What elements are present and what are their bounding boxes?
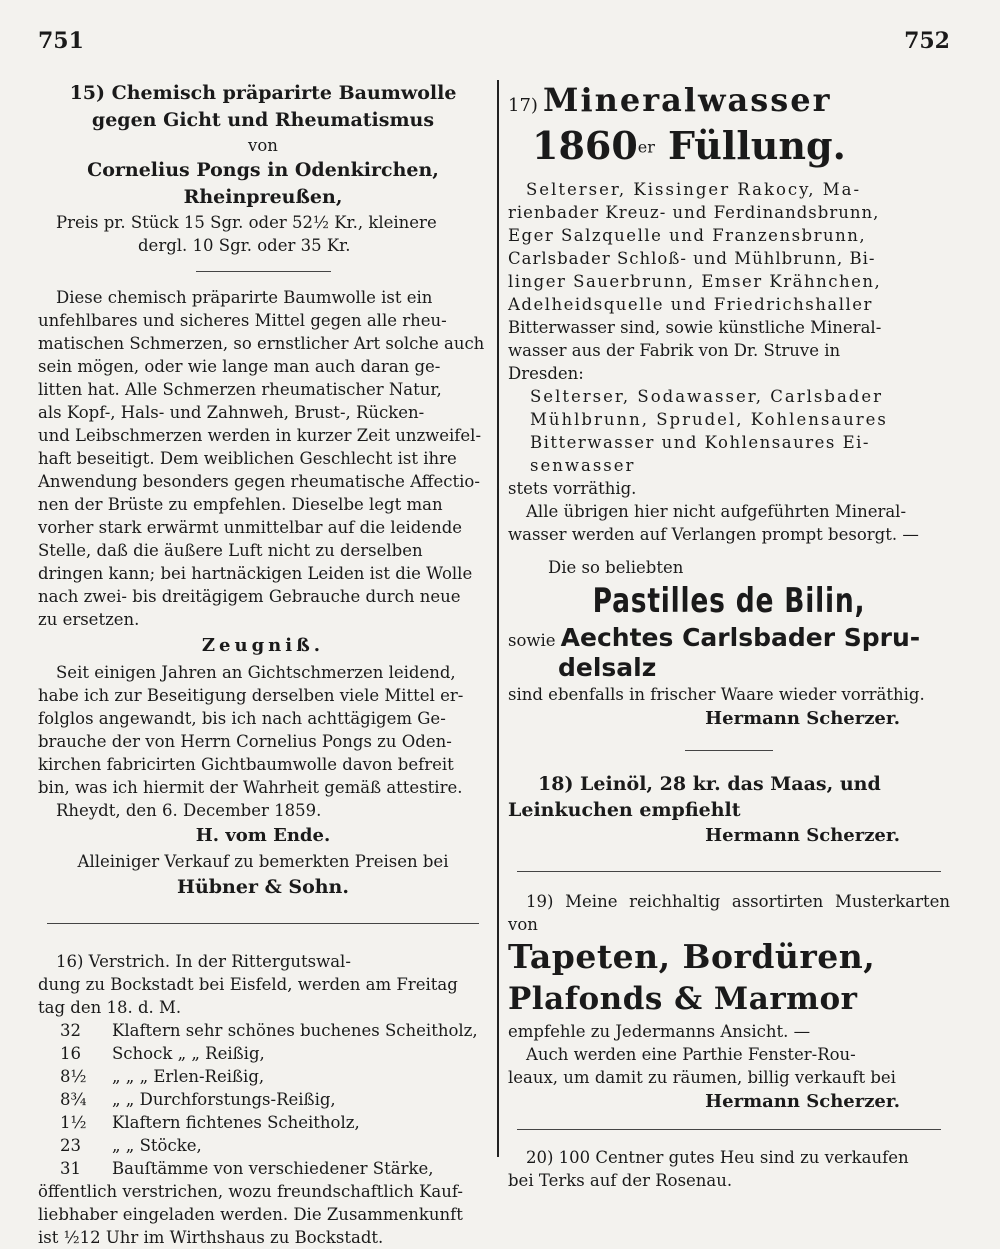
ad19-line3: leaux, um damit zu räumen, billig verkauft bei [508, 1068, 896, 1087]
list-item [60, 1065, 488, 1088]
item-text: „ „ „ Erlen-Reißig, [112, 1067, 265, 1086]
ad17-headline: Mineralwasser [543, 81, 832, 119]
ad17-prefix: 17) [508, 95, 538, 116]
ad15-title-line2: gegen Gicht und Rheumatismus [91, 109, 435, 131]
ad-19 [508, 890, 950, 1115]
body-line: zu ersetzen. [38, 610, 140, 629]
item-quantity: 8½ [60, 1067, 87, 1086]
ad15-signature: H. vom Ende. [195, 825, 331, 846]
ad19-line2: Auch werden eine Parthie Fenster-Rou- [526, 1045, 856, 1064]
body-line: nach zwei- bis dreitägigem Gebrauche durch neue [38, 587, 461, 606]
body-line: sein mögen, oder wie lange man auch daran ge- [38, 357, 441, 376]
ad17-carlsbad-line1: Aechtes Carlsbader Spru- [560, 623, 921, 652]
ad19-intro: 19) Meine reichhaltig assortirten Musterkarten von [508, 892, 950, 934]
ad16-outro-line: ist ½12 Uhr im Wirthshaus zu Bockstadt. [38, 1228, 384, 1247]
ad15-maker-line2: Rheinpreußen, [183, 186, 343, 208]
page-number-left: 751 [38, 28, 84, 54]
ad-20 [508, 1146, 950, 1192]
ad15-von: von [248, 136, 278, 155]
ad15-seller: Hübner & Sohn. [177, 876, 349, 898]
zeugnis-line: bin, was ich hiermit der Wahrheit gemäß attestire. [38, 778, 463, 797]
ad16-intro-line: tag den 18. d. M. [38, 998, 182, 1017]
item-quantity: 1½ [60, 1113, 87, 1132]
separator [196, 271, 331, 272]
item-text: Schock „ „ Reißig, [112, 1044, 265, 1063]
list-item [60, 1134, 488, 1157]
ad17-filling: Füllung. [667, 123, 846, 168]
list-line: senwasser [530, 456, 636, 475]
ad15-zeugnis [38, 661, 488, 822]
ad17-headline-row [508, 80, 950, 120]
ad-16 [38, 950, 488, 1249]
body-line: vorher stark erwärmt unmittelbar auf die leidende [38, 518, 463, 537]
body-line: Carlsbader Schloß- und Mühlbrunn, Bi- [508, 249, 876, 268]
ad16-intro-line: dung zu Bockstadt bei Eisfeld, werden am Freitag [38, 975, 458, 994]
list-line: Bitterwasser und Kohlensaures Ei- [530, 433, 870, 452]
ad15-price-line1: Preis pr. Stück 15 Sgr. oder 52½ Kr., kleinere [56, 213, 437, 232]
ad17-year-row [532, 122, 950, 170]
ad15-price-line2: dergl. 10 Sgr. oder 35 Kr. [138, 236, 351, 255]
ad18-signature: Hermann Scherzer. [705, 825, 900, 846]
body-line: linger Sauerbrunn, Emser Krähnchen, [508, 272, 882, 291]
separator [517, 871, 941, 872]
zeugnis-line: brauche der von Herrn Cornelius Pongs zu Oden- [38, 732, 452, 751]
ad16-items [38, 1019, 488, 1180]
body-line: litten hat. Alle Schmerzen rheumatischer Natur, [38, 380, 442, 399]
body-line: Adelheidsquelle und Friedrichshaller [508, 295, 873, 314]
ad17-year-suffix: er [637, 137, 655, 157]
ad17-pastilles-intro: Die so beliebten [548, 558, 684, 577]
list-line: Selterser, Sodawasser, Carlsbader [530, 387, 883, 406]
ad17-more-line: wasser werden auf Verlangen prompt besorgt. — [508, 525, 919, 544]
body-line: Bitterwasser sind, sowie künstliche Mineral- [508, 318, 882, 337]
item-text: Klaftern sehr schönes buchenes Scheitholz, [112, 1021, 478, 1040]
body-line: und Leibschmerzen werden in kurzer Zeit unzweifel- [38, 426, 482, 445]
item-quantity: 23 [60, 1136, 81, 1155]
zeugnis-line: kirchen fabricirten Gichtbaumwolle davon befreit [38, 755, 454, 774]
item-quantity: 32 [60, 1021, 81, 1040]
ad17-signature: Hermann Scherzer. [705, 708, 900, 729]
item-quantity: 8¾ [60, 1090, 87, 1109]
list-item [60, 1157, 488, 1180]
body-line: als Kopf-, Hals- und Zahnweh, Brust-, Rücken- [38, 403, 425, 422]
ad15-body [38, 286, 488, 631]
page-number-right: 752 [904, 28, 950, 54]
ad17-again: sind ebenfalls in frischer Waare wieder vorräthig. [508, 685, 925, 704]
body-line: dringen kann; bei hartnäckigen Leiden ist die Wolle [38, 564, 473, 583]
ad17-stock: stets vorräthig. [508, 479, 637, 498]
separator [47, 923, 479, 924]
body-line: haft beseitigt. Dem weiblichen Geschlecht ist ihre [38, 449, 457, 468]
ad17-year: 1860 [532, 123, 638, 168]
item-quantity: 31 [60, 1159, 81, 1178]
ad17-pastilles: Pastilles de Bilin, [592, 581, 866, 621]
body-line: rienbader Kreuz- und Ferdinandsbrunn, [508, 203, 880, 222]
ad17-sowie: sowie [508, 631, 556, 650]
item-text: Bauſtämme von verschiedener Stärke, [112, 1159, 434, 1178]
body-line: unfehlbares und sicheres Mittel gegen alle rheu- [38, 311, 447, 330]
zeugnis-line: Seit einigen Jahren an Gichtschmerzen leidend, [56, 663, 456, 682]
ad20-line2: bei Terks auf der Rosenau. [508, 1171, 733, 1190]
ad17-body [508, 178, 950, 385]
list-item [60, 1019, 488, 1042]
item-text: „ „ Stöcke, [112, 1136, 202, 1155]
body-line: matischen Schmerzen, so ernstlicher Art solche auch [38, 334, 485, 353]
ad18-line1: 18) Leinöl, 28 kr. das Maas, und [538, 773, 881, 795]
zeugnis-line: Rheydt, den 6. December 1859. [56, 801, 322, 820]
ad16-outro-line: liebhaber eingeladen werden. Die Zusammenkunft [38, 1205, 463, 1224]
ad-17 [508, 80, 950, 732]
ad15-maker-line1: Cornelius Pongs in Odenkirchen, [87, 159, 439, 181]
list-line: Mühlbrunn, Sprudel, Kohlensaures [530, 410, 888, 429]
body-line: Diese chemisch präparirte Baumwolle ist ein [56, 288, 433, 307]
ad-15 [38, 80, 488, 901]
zeugnis-line: habe ich zur Beseitigung derselben viele Mittel er- [38, 686, 464, 705]
separator [517, 1129, 941, 1130]
ad17-carlsbad-row [508, 623, 950, 653]
left-column [38, 80, 488, 1249]
right-column [508, 80, 950, 1192]
ad17-carlsbad-line2: delsalz [558, 653, 657, 682]
ad17-list [508, 385, 950, 477]
item-text: Klaftern fichtenes Scheitholz, [112, 1113, 360, 1132]
column-divider [497, 80, 499, 1157]
body-line: Anwendung besonders gegen rheumatische Affectio- [38, 472, 480, 491]
ad15-zeugnis-heading: Zeugniß. [201, 635, 325, 656]
body-line: wasser aus der Fabrik von Dr. Struve in [508, 341, 841, 360]
body-line: Stelle, daß die äußere Luft nicht zu derselben [38, 541, 423, 560]
list-item [60, 1111, 488, 1134]
ad19-big-line1: Tapeten, Bordüren, [508, 937, 876, 976]
ad15-sale-line: Alleiniger Verkauf zu bemerkten Preisen bei [77, 852, 449, 871]
ad15-title-line1: 15) Chemisch präparirte Baumwolle [69, 82, 457, 104]
list-item [60, 1042, 488, 1065]
ad16-outro-line: öffentlich verstrichen, wozu freundschaftlich Kauf- [38, 1182, 463, 1201]
body-line: Selterser, Kissinger Rakocy, Ma- [526, 180, 862, 199]
ad19-big-line2: Plafonds & Marmor [508, 981, 858, 1017]
body-line: Eger Salzquelle und Franzensbrunn, [508, 226, 867, 245]
ad17-more-line: Alle übrigen hier nicht aufgeführten Mineral- [526, 502, 907, 521]
zeugnis-line: folglos angewandt, bis ich nach achttägigem Ge- [38, 709, 446, 728]
ad18-line2: Leinkuchen empfiehlt [508, 799, 741, 821]
ad16-intro-line: 16) Verstrich. In der Rittergutswal- [56, 952, 351, 971]
separator [685, 750, 773, 751]
item-quantity: 16 [60, 1044, 81, 1063]
ad20-line1: 20) 100 Centner gutes Heu sind zu verkaufen [526, 1148, 909, 1167]
ad19-signature: Hermann Scherzer. [705, 1091, 900, 1112]
ad19-line1: empfehle zu Jedermanns Ansicht. — [508, 1022, 811, 1041]
item-text: „ „ Durchforstungs-Reißig, [112, 1090, 336, 1109]
body-line: Dresden: [508, 364, 584, 383]
body-line: nen der Brüste zu empfehlen. Dieselbe legt man [38, 495, 443, 514]
ad-18 [508, 771, 950, 849]
list-item [60, 1088, 488, 1111]
